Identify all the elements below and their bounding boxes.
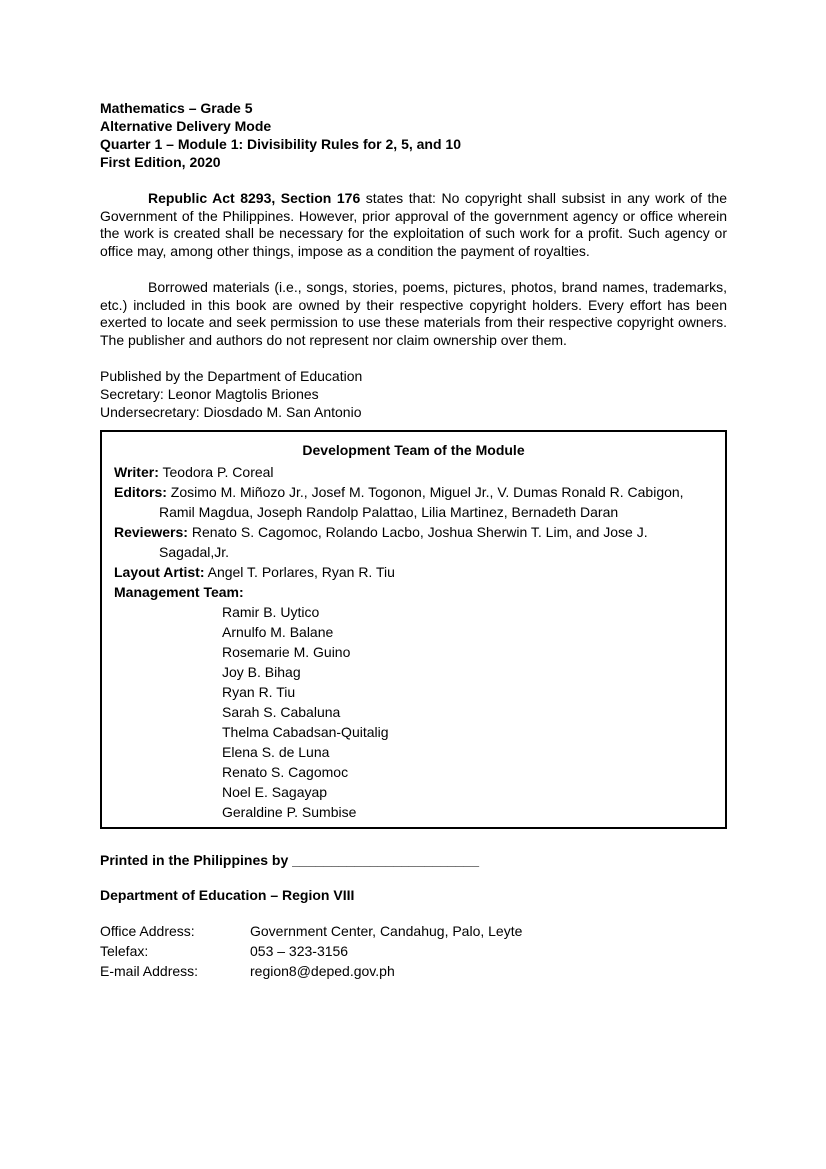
telefax-row	[100, 941, 727, 961]
office-address-label: Office Address:	[100, 923, 195, 939]
management-member: Noel E. Sagayap	[222, 784, 328, 800]
management-team-label-row	[114, 582, 713, 602]
copyright-paragraph-1	[100, 190, 727, 260]
office-address-row	[100, 921, 727, 941]
undersecretary-line: Undersecretary: Diosdado M. San Antonio	[100, 404, 362, 420]
module-mode-line: Alternative Delivery Mode	[100, 118, 272, 134]
reviewers-value: Renato S. Cagomoc, Rolando Lacbo, Joshua Sherwin T. Lim, and Jose J. Sagadal,Jr.	[159, 524, 648, 560]
management-member: Thelma Cabadsan-Quitalig	[222, 724, 389, 740]
writer-value: Teodora P. Coreal	[162, 464, 274, 480]
management-member: Ramir B. Uytico	[222, 604, 320, 620]
editors-row	[114, 482, 713, 522]
printed-in-line	[100, 850, 727, 870]
management-member: Renato S. Cagomoc	[222, 764, 349, 780]
telefax-value: 053 – 323-3156	[250, 943, 349, 959]
module-title-line: Quarter 1 – Module 1: Divisibility Rules for 2, 5, and 10	[100, 136, 461, 152]
module-header	[100, 99, 727, 171]
layout-artist-label: Layout Artist:	[114, 564, 205, 580]
management-member: Geraldine P. Sumbise	[222, 804, 357, 820]
writer-label: Writer:	[114, 464, 159, 480]
management-member: Joy B. Bihag	[222, 664, 301, 680]
printed-in-blank-line: ________________________	[292, 852, 480, 868]
development-team-title: Development Team of the Module	[302, 442, 525, 458]
department-region-line: Department of Education – Region VIII	[100, 887, 355, 903]
module-subject-line: Mathematics – Grade 5	[100, 100, 253, 116]
layout-artist-row	[114, 562, 713, 582]
republic-act-text: states that: No copyright shall subsist in any work of the Government of the Philippines. However, prior approval of the government agency or office wherein the work is created shall be necessary for the exploitation of such work for a profit. Such agency or office may, among other things, impose as a condition the payment of royalties.	[100, 190, 727, 259]
email-address-value: region8@deped.gov.ph	[250, 963, 395, 979]
email-address-row	[100, 961, 727, 981]
contact-block	[100, 921, 727, 981]
module-edition-line: First Edition, 2020	[100, 154, 221, 170]
management-member: Sarah S. Cabaluna	[222, 704, 341, 720]
published-by-line: Published by the Department of Education	[100, 368, 363, 384]
republic-act-bold: Republic Act 8293, Section 176	[148, 190, 361, 206]
email-address-label: E-mail Address:	[100, 963, 199, 979]
publisher-block	[100, 367, 727, 421]
development-team-box	[100, 430, 727, 829]
management-team-list	[114, 602, 713, 822]
reviewers-label: Reviewers:	[114, 524, 188, 540]
editors-value: Zosimo M. Miñozo Jr., Josef M. Togonon, Miguel Jr., V. Dumas Ronald R. Cabigon, Ramil Magdua, Joseph Randolp Palattao, Lilia Martinez, Bernadeth Daran	[159, 484, 684, 520]
management-team-label: Management Team:	[114, 584, 244, 600]
telefax-label: Telefax:	[100, 943, 149, 959]
secretary-line: Secretary: Leonor Magtolis Briones	[100, 386, 319, 402]
management-member: Arnulfo M. Balane	[222, 624, 334, 640]
office-address-value: Government Center, Candahug, Palo, Leyte	[250, 923, 523, 939]
management-member: Elena S. de Luna	[222, 744, 330, 760]
printed-in-label: Printed in the Philippines by	[100, 852, 293, 868]
layout-artist-value: Angel T. Porlares, Ryan R. Tiu	[207, 564, 395, 580]
writer-row	[114, 462, 713, 482]
editors-label: Editors:	[114, 484, 167, 500]
reviewers-row	[114, 522, 713, 562]
management-member: Ryan R. Tiu	[222, 684, 296, 700]
management-member: Rosemarie M. Guino	[222, 644, 351, 660]
copyright-paragraph-2: Borrowed materials (i.e., songs, stories, poems, pictures, photos, brand names, trademarks, etc.) included in this book are owned by their respective copyright holders. Every effort has been exerted to locate and seek permission to use these materials from their respective copyright owners. The publisher and authors do not represent nor claim ownership over them.	[100, 279, 727, 348]
